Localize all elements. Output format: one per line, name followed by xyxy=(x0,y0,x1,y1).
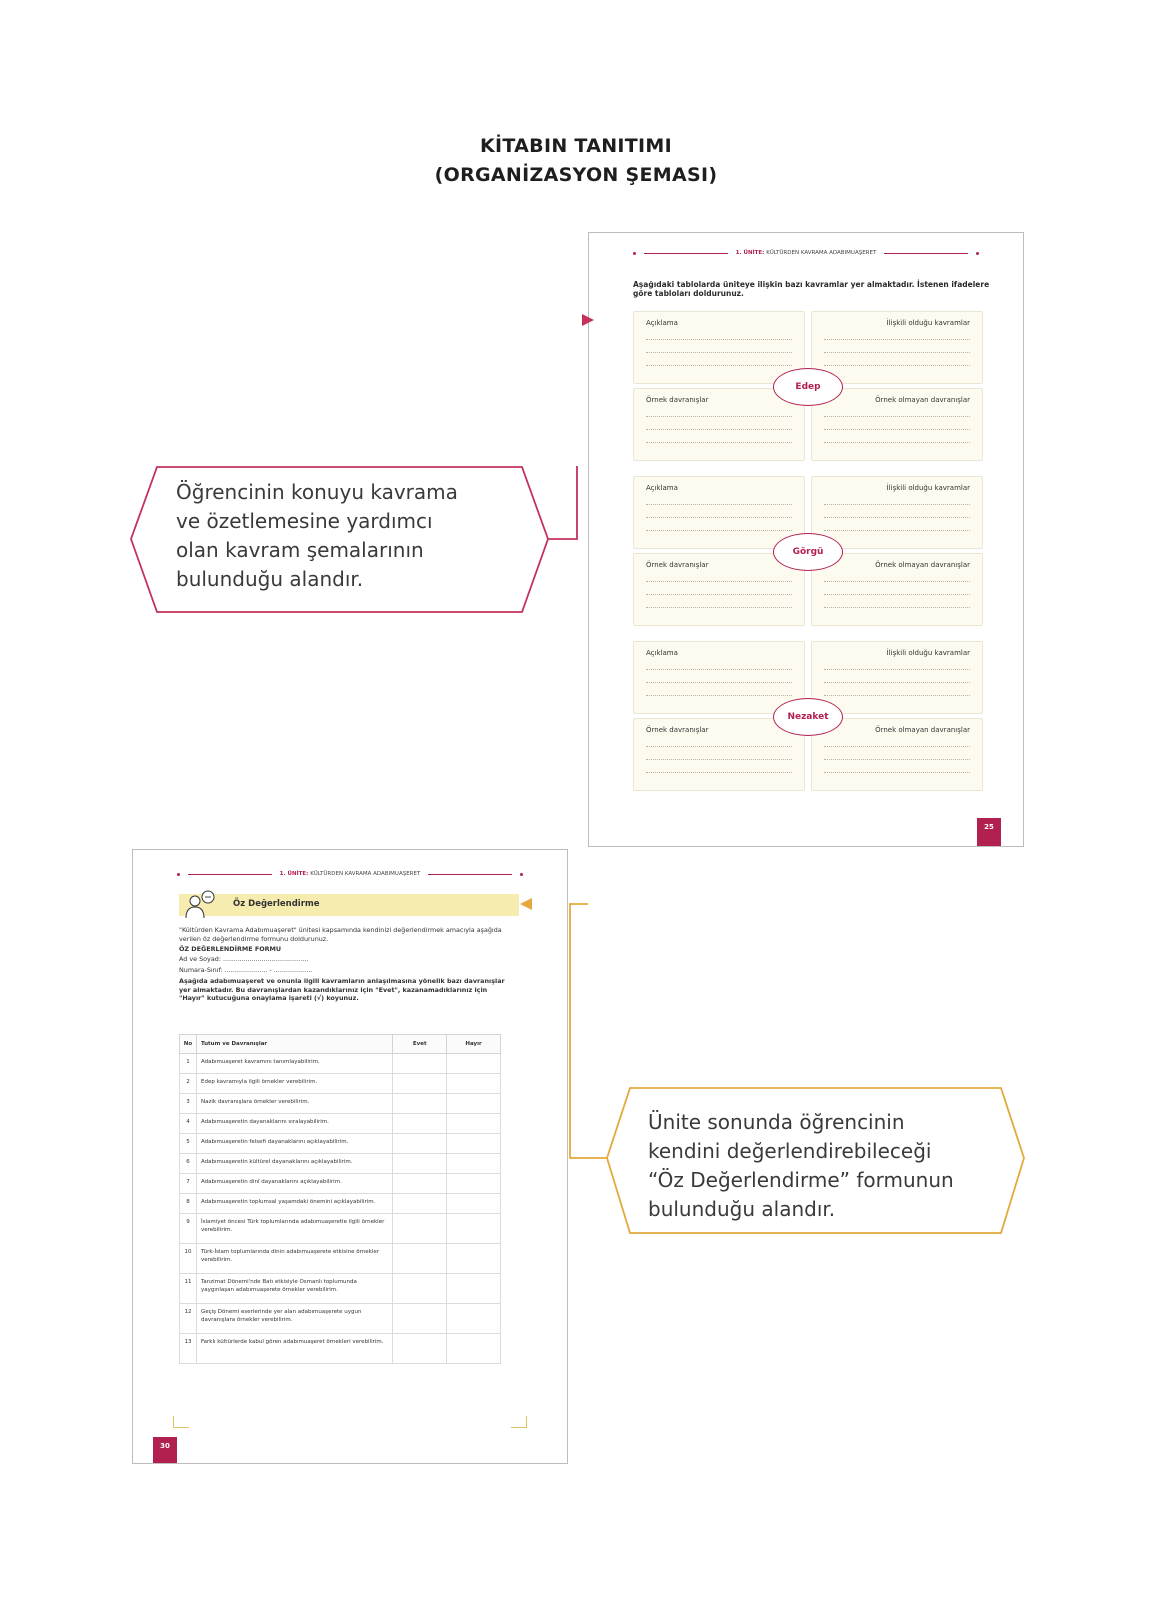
cell-label: Açıklama xyxy=(646,649,678,657)
answer-line xyxy=(646,442,792,443)
row-number: 12 xyxy=(180,1304,197,1334)
answer-line xyxy=(824,746,970,747)
table-row xyxy=(180,1054,501,1074)
answer-line xyxy=(824,759,970,760)
table-row xyxy=(180,1114,501,1134)
header-no: No xyxy=(180,1035,197,1054)
row-no-checkbox[interactable] xyxy=(447,1334,501,1364)
cell-ornek-olmayan xyxy=(811,718,983,791)
row-no-checkbox[interactable] xyxy=(447,1304,501,1334)
row-yes-checkbox[interactable] xyxy=(393,1134,447,1154)
answer-line xyxy=(646,669,792,670)
row-no-checkbox[interactable] xyxy=(447,1134,501,1154)
answer-line xyxy=(646,772,792,773)
section-title: Öz Değerlendirme xyxy=(233,899,320,909)
row-no-checkbox[interactable] xyxy=(447,1094,501,1114)
row-no-checkbox[interactable] xyxy=(447,1194,501,1214)
row-number: 6 xyxy=(180,1154,197,1174)
callout-line: ve özetlemesine yardımcı xyxy=(176,509,433,533)
answer-line xyxy=(824,416,970,417)
callout-text xyxy=(648,1108,998,1224)
answer-line xyxy=(646,607,792,608)
self-assessment-table xyxy=(179,1034,501,1364)
cell-label: İlişkili olduğu kavramlar xyxy=(886,319,970,327)
answer-line xyxy=(824,607,970,608)
row-no-checkbox[interactable] xyxy=(447,1074,501,1094)
row-yes-checkbox[interactable] xyxy=(393,1194,447,1214)
name-field-label: Ad ve Soyad: .......................................... xyxy=(179,955,309,963)
heading-line-2: (ORGANİZASYON ŞEMASI) xyxy=(434,164,718,186)
number-field-label: Numara-Sınıf: ..................... - ................... xyxy=(179,966,313,974)
cell-label: İlişkili olduğu kavramlar xyxy=(886,649,970,657)
answer-line xyxy=(646,695,792,696)
callout-line: bulunduğu alandır. xyxy=(176,567,364,591)
header-behaviour: Tutum ve Davranışlar xyxy=(196,1035,392,1054)
cell-label: Açıklama xyxy=(646,319,678,327)
unit-title: KÜLTÜRDEN KAVRAMA ADABIMUAŞERET xyxy=(766,250,877,256)
row-yes-checkbox[interactable] xyxy=(393,1094,447,1114)
row-no-checkbox[interactable] xyxy=(447,1114,501,1134)
row-number: 5 xyxy=(180,1134,197,1154)
cell-ornek-olmayan xyxy=(811,388,983,461)
cell-aciklama xyxy=(633,311,805,384)
intro-text: "Kültürden Kavrama Adabımuaşeret" ünitesi kapsamında kendinizi değerlendirmek amacıyla aşağıda verilen öz değerlendirme formunu doldurunuz. xyxy=(179,926,502,943)
row-number: 7 xyxy=(180,1174,197,1194)
header-yes: Evet xyxy=(393,1035,447,1054)
answer-line xyxy=(646,682,792,683)
row-behaviour: Adabımuaşeret kavramını tanımlayabilirim. xyxy=(196,1054,392,1074)
table-row xyxy=(180,1214,501,1244)
concept-map-page-thumbnail xyxy=(588,232,1024,847)
answer-line xyxy=(824,530,970,531)
cell-label: Örnek davranışlar xyxy=(646,561,709,569)
row-yes-checkbox[interactable] xyxy=(393,1174,447,1194)
self-assessment-callout xyxy=(560,880,1040,1240)
cell-ornek xyxy=(633,718,805,791)
callout-line: kendini değerlendirebileceği xyxy=(648,1139,932,1163)
row-behaviour: Geçiş Dönemi eserlerinde yer alan adabımuaşerete uygun davranışlara örnekler verebilirim. xyxy=(196,1304,392,1334)
row-behaviour: Nazik davranışlara örnekler verebilirim. xyxy=(196,1094,392,1114)
cell-label: Örnek davranışlar xyxy=(646,726,709,734)
ornament-corner-right xyxy=(511,1416,527,1428)
row-yes-checkbox[interactable] xyxy=(393,1334,447,1364)
answer-line xyxy=(646,504,792,505)
row-no-checkbox[interactable] xyxy=(447,1174,501,1194)
answer-line xyxy=(824,669,970,670)
row-number: 10 xyxy=(180,1244,197,1274)
answer-line xyxy=(824,429,970,430)
callout-line: Ünite sonunda öğrencinin xyxy=(648,1110,905,1134)
table-row xyxy=(180,1334,501,1364)
concept-map-instruction: Aşağıdaki tablolarda üniteye ilişkin bazı kavramlar yer almaktadır. İstenen ifadelere göre tabloları doldurunuz. xyxy=(633,280,990,298)
cell-aciklama xyxy=(633,476,805,549)
table-row xyxy=(180,1074,501,1094)
row-behaviour: Adabımuaşeretin felsefi dayanaklarını açıklayabilirim. xyxy=(196,1134,392,1154)
row-no-checkbox[interactable] xyxy=(447,1214,501,1244)
answer-line xyxy=(646,517,792,518)
table-row xyxy=(180,1154,501,1174)
callout-line: Öğrencinin konuyu kavrama xyxy=(176,480,458,504)
row-yes-checkbox[interactable] xyxy=(393,1274,447,1304)
answer-line xyxy=(646,594,792,595)
row-behaviour: Adabımuaşeretin dinî dayanaklarını açıklayabilirim. xyxy=(196,1174,392,1194)
concept-map-callout xyxy=(130,466,600,616)
table-row xyxy=(180,1244,501,1274)
arrow-head-gold-icon xyxy=(520,898,538,910)
callout-text xyxy=(176,478,516,594)
concept-oval: Nezaket xyxy=(773,698,843,736)
answer-line xyxy=(824,581,970,582)
unit-title: KÜLTÜRDEN KAVRAMA ADABIMUAŞERET xyxy=(310,871,421,877)
unit-header xyxy=(133,871,567,877)
row-number: 2 xyxy=(180,1074,197,1094)
form-title: ÖZ DEĞERLENDİRME FORMU xyxy=(179,945,282,953)
page-number: 25 xyxy=(977,818,1001,846)
concept-group-gorgu xyxy=(633,476,983,626)
cell-ornek xyxy=(633,553,805,626)
unit-header xyxy=(589,250,1023,256)
page-number: 30 xyxy=(153,1437,177,1464)
unit-label: 1. ÜNİTE: xyxy=(279,871,309,877)
row-yes-checkbox[interactable] xyxy=(393,1154,447,1174)
row-number: 11 xyxy=(180,1274,197,1304)
answer-line xyxy=(646,581,792,582)
answer-line xyxy=(824,695,970,696)
answer-line xyxy=(824,339,970,340)
cell-label: Örnek olmayan davranışlar xyxy=(875,561,970,569)
cell-ornek xyxy=(633,388,805,461)
self-assessment-page-thumbnail xyxy=(132,849,568,1464)
heading-line-1: KİTABIN TANITIMI xyxy=(479,135,673,157)
row-yes-checkbox[interactable] xyxy=(393,1074,447,1094)
row-number: 4 xyxy=(180,1114,197,1134)
answer-line xyxy=(646,339,792,340)
row-behaviour: Adabımuaşeretin kültürel dayanaklarını açıklayabilirim. xyxy=(196,1154,392,1174)
arrow-head-red-icon xyxy=(574,314,594,326)
row-behaviour: Edep kavramıyla ilgili örnekler verebilirim. xyxy=(196,1074,392,1094)
answer-line xyxy=(824,594,970,595)
row-no-checkbox[interactable] xyxy=(447,1154,501,1174)
section-title-bar xyxy=(179,894,519,916)
header-no-answer: Hayır xyxy=(447,1035,501,1054)
answer-line xyxy=(824,772,970,773)
answer-line xyxy=(646,429,792,430)
table-row xyxy=(180,1094,501,1114)
answer-line xyxy=(646,365,792,366)
row-no-checkbox[interactable] xyxy=(447,1244,501,1274)
concept-oval: Edep xyxy=(773,368,843,406)
table-row xyxy=(180,1274,501,1304)
row-no-checkbox[interactable] xyxy=(447,1274,501,1304)
row-yes-checkbox[interactable] xyxy=(393,1214,447,1244)
row-behaviour: İslamiyet öncesi Türk toplumlarında adabımuaşeretle ilgili örnekler verebilirim. xyxy=(196,1214,392,1244)
table-header-row xyxy=(180,1035,501,1054)
concept-group-edep xyxy=(633,311,983,461)
row-behaviour: Türk-İslam toplumlarında dinin adabımuaşerete etkisine örnekler verebilirim. xyxy=(196,1244,392,1274)
row-behaviour: Adabımuaşeretin toplumsal yaşamdaki önemini açıklayabilirim. xyxy=(196,1194,392,1214)
row-yes-checkbox[interactable] xyxy=(393,1114,447,1134)
cell-ornek-olmayan xyxy=(811,553,983,626)
answer-line xyxy=(824,442,970,443)
cell-iliskili xyxy=(811,476,983,549)
cell-aciklama xyxy=(633,641,805,714)
cell-label: İlişkili olduğu kavramlar xyxy=(886,484,970,492)
callout-line: “Öz Değerlendirme” formunun xyxy=(648,1168,954,1192)
unit-label: 1. ÜNİTE: xyxy=(735,250,765,256)
row-number: 3 xyxy=(180,1094,197,1114)
answer-line xyxy=(824,517,970,518)
callout-line: bulunduğu alandır. xyxy=(648,1197,836,1221)
cell-label: Açıklama xyxy=(646,484,678,492)
answer-line xyxy=(824,504,970,505)
page-heading xyxy=(0,132,1152,190)
concept-oval: Görgü xyxy=(773,533,843,571)
row-yes-checkbox[interactable] xyxy=(393,1054,447,1074)
row-yes-checkbox[interactable] xyxy=(393,1304,447,1334)
table-row xyxy=(180,1174,501,1194)
row-yes-checkbox[interactable] xyxy=(393,1244,447,1274)
answer-line xyxy=(824,682,970,683)
table-row xyxy=(180,1304,501,1334)
row-number: 8 xyxy=(180,1194,197,1214)
cell-label: Örnek davranışlar xyxy=(646,396,709,404)
answer-line xyxy=(824,352,970,353)
cell-iliskili xyxy=(811,641,983,714)
answer-line xyxy=(646,416,792,417)
row-number: 1 xyxy=(180,1054,197,1074)
row-behaviour: Tanzimat Dönemi'nde Batı etkisiyle Osmanlı toplumunda yaygınlaşan adabımuaşerete örnekler verebilirim. xyxy=(196,1274,392,1304)
cell-label: Örnek olmayan davranışlar xyxy=(875,396,970,404)
row-no-checkbox[interactable] xyxy=(447,1054,501,1074)
row-behaviour: Adabımuaşeretin dayanaklarını sıralayabilirim. xyxy=(196,1114,392,1134)
row-number: 13 xyxy=(180,1334,197,1364)
self-assessment-person-icon xyxy=(181,888,221,918)
answer-line xyxy=(646,759,792,760)
answer-line xyxy=(824,365,970,366)
concept-group-nezaket xyxy=(633,641,983,791)
cell-iliskili xyxy=(811,311,983,384)
row-number: 9 xyxy=(180,1214,197,1244)
cell-label: Örnek olmayan davranışlar xyxy=(875,726,970,734)
answer-line xyxy=(646,746,792,747)
table-row xyxy=(180,1194,501,1214)
ornament-corner-left xyxy=(173,1416,189,1428)
table-row xyxy=(180,1134,501,1154)
row-behaviour: Farklı kültürlerde kabul gören adabımuaşeret örnekleri verebilirim. xyxy=(196,1334,392,1364)
callout-line: olan kavram şemalarının xyxy=(176,538,424,562)
answer-line xyxy=(646,352,792,353)
answer-line xyxy=(646,530,792,531)
form-instruction: Aşağıda adabımuaşeret ve onunla ilgili kavramların anlaşılmasına yönelik bazı davranışlar yer almaktadır. Bu davranışlardan kazandıklarınız için "Evet", kazanamadıklarınız için "Hayır" kutucuğuna onaylama işareti (√) koyunuz. xyxy=(179,977,505,1003)
